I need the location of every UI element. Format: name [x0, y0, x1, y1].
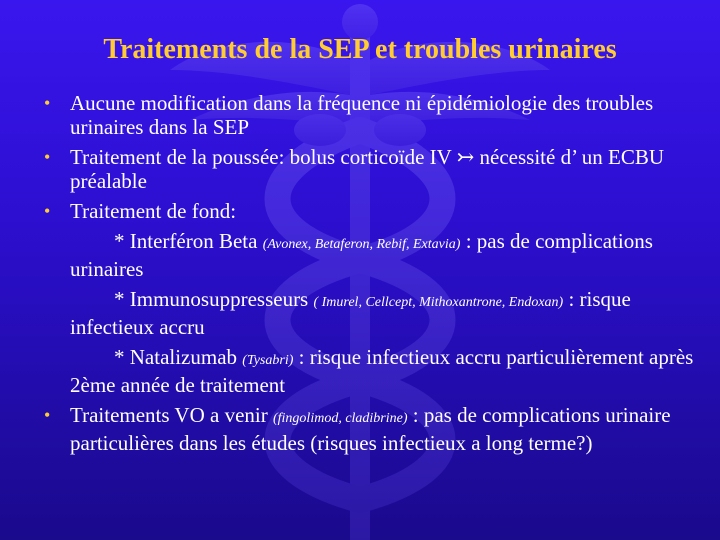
bullet-text-a: Traitements VO a venir: [70, 403, 273, 427]
bullet-text-b: : pas de complications urinaire particulières dans les études (risques infectieux a long terme?): [70, 403, 671, 455]
bullet-dot: •: [44, 147, 51, 167]
sub-item-note: (Tysabri): [242, 353, 294, 368]
bullet-dot: •: [44, 93, 51, 113]
slide-title: Traitements de la SEP et troubles urinaires: [103, 34, 617, 65]
sub-item-prefix: * Natalizumab: [114, 345, 243, 369]
sub-item-note: ( Imurel, Cellcept, Mithoxantrone, Endoxan): [313, 295, 564, 310]
sub-item-note: (Avonex, Betaferon, Rebif, Extavia): [262, 237, 461, 252]
bullet-dot: •: [44, 405, 51, 425]
slide-body: [44, 91, 694, 461]
bullet-item: [44, 91, 694, 139]
sub-item-suffix: : pas de complications urinaires: [70, 229, 653, 281]
bullet-dot: •: [44, 201, 51, 221]
sub-item-suffix: : risque infectieux accru: [70, 287, 631, 339]
bullet-item: [44, 403, 694, 455]
sub-item-prefix: * Immunosuppresseurs: [114, 287, 314, 311]
bullet-item: [44, 199, 694, 223]
sub-item-prefix: * Interféron Beta: [114, 229, 263, 253]
sub-item: [44, 345, 694, 397]
sub-item-suffix: : risque infectieux accru particulièrement après 2ème année de traitement: [70, 345, 694, 397]
bullet-text: Aucune modification dans la fréquence ni épidémiologie des troubles urinaires dans la SEP: [70, 91, 654, 139]
bullet-text: Traitement de la poussée: bolus corticoïde IV ↣ nécessité d’ un ECBU préalable: [70, 145, 665, 193]
bullet-item: [44, 145, 694, 193]
bullet-note: (fingolimod, cladibrine): [272, 411, 408, 426]
bullet-text: Traitement de fond:: [70, 199, 237, 223]
sub-item: [44, 229, 694, 281]
sub-item: [44, 287, 694, 339]
